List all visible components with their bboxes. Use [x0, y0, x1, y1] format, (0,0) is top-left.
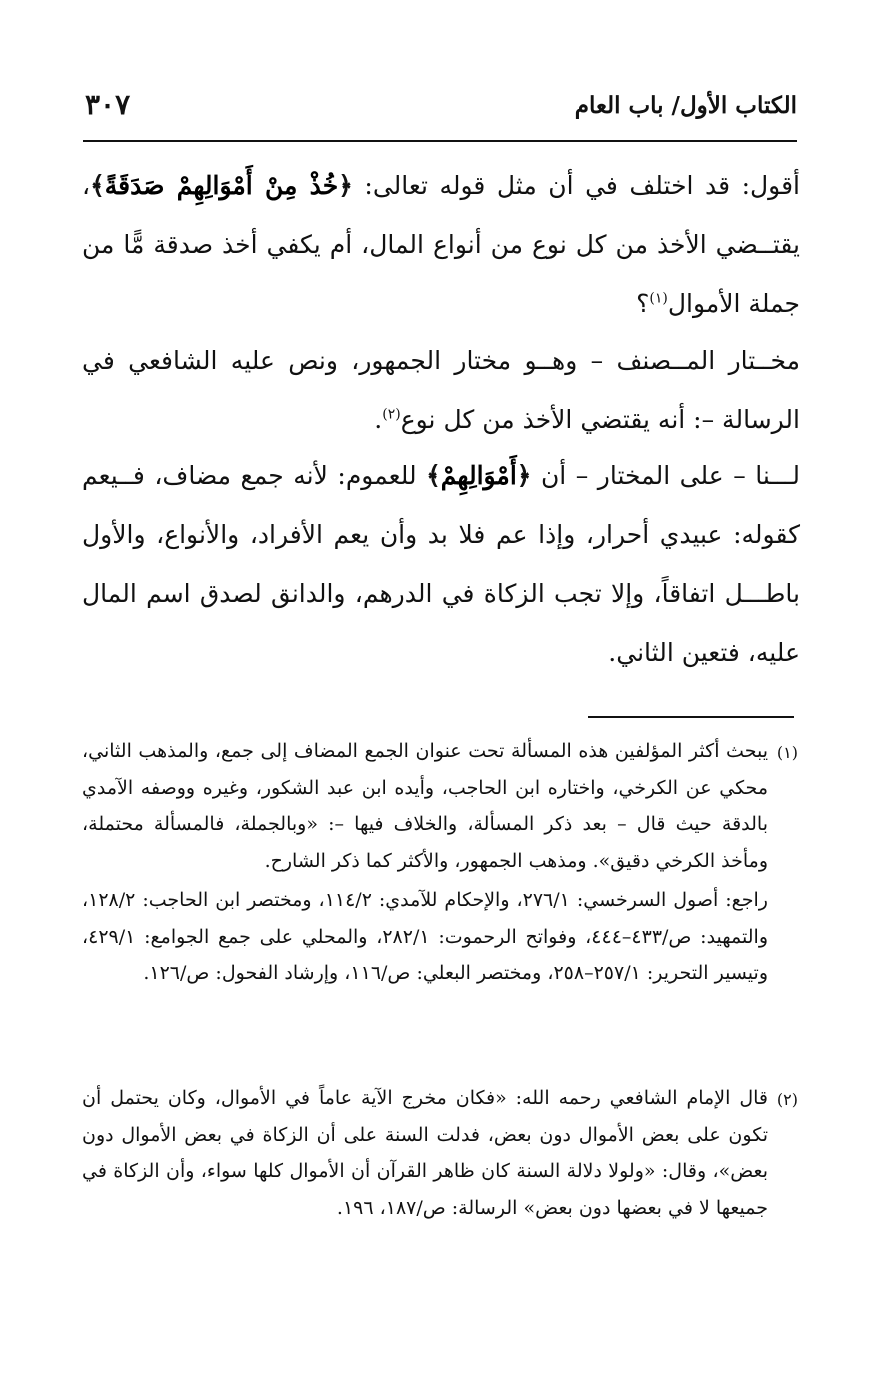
header-divider [83, 140, 797, 142]
footnote-1-text: يبحث أكثر المؤلفين هذه المسألة تحت عنوان الجمع المضاف إلى جمع، والمذهب الثاني، محكي عن الكرخي، واختاره ابن الحاجب، وأيده ابن عبد الشكور، وغيره ووصفه الآمدي بالدقة حيث قال – بعد ذكر المسألة، والخلاف فيها –: «وبالجملة، فالمسألة محتملة، ومأخذ الكرخي دقيق». ومذهب الجمهور، والأكثر كما ذكر الشارح. [82, 740, 768, 872]
footnote-2-body [82, 1080, 768, 1226]
paragraph-1-end: ؟ [636, 289, 650, 318]
quran-word: أَمْوَالِهِمْ [440, 461, 517, 490]
paragraph-1 [82, 156, 800, 333]
paragraph-3-text: للعموم: لأنه جمع مضاف، فــيعم كقوله: عبيدي أحرار، وإذا عم فلا بد وأن يعم الأفراد، والأنواع، والأول باطـــل اتفاقاً، وإلا تجب الزكاة في الدرهم، والدانق لصدق اسم المال عليه، فتعين الثاني. [82, 461, 800, 667]
quran-open-bracket: ﴿ [516, 461, 532, 490]
page-number: ٣٠٧ [85, 88, 131, 121]
quran-open-bracket: ﴿ [338, 171, 353, 200]
footnote-2 [82, 1080, 798, 1226]
footnote-ref-2: (٢) [382, 406, 401, 423]
quran-close-bracket: ﴾ [426, 461, 441, 490]
footnote-separator [588, 716, 794, 718]
paragraph-1-text: ، يقتــضي الأخذ من كل نوع من أنواع المال، أم يكفي أخذ صدقة مًّا من جملة الأموال [82, 171, 800, 318]
footnote-2-marker: (٢) [776, 1090, 798, 1109]
running-title: الكتاب الأول/ باب العام [574, 92, 797, 119]
footnote-2-text: قال الإمام الشافعي رحمه الله: «فكان مخرج الآية عاماً في الأموال، وكان يحتمل أن تكون على بعض الأموال دون بعض، فدلت السنة على أن الزكاة في بعض الأموال دون بعض»، وقال: «ولولا دلالة السنة كان ظاهر القرآن أن الأموال كلها سواء، وأن الزكاة في جميعها لا في بعضها دون بعض» الرسالة: ص/١٨٧، ١٩٦. [82, 1087, 768, 1219]
quran-verse: خُذْ مِنْ أَمْوَالِهِمْ صَدَقَةً [104, 171, 339, 200]
paragraph-2-text: مخــتار المــصنف – وهــو مختار الجمهور، ونص عليه الشافعي في الرسالة –: أنه يقتضي الأخذ من كل نوع [82, 346, 800, 434]
footnote-1-body [82, 733, 768, 992]
paragraph-2 [82, 331, 800, 449]
footnote-1-marker: (١) [776, 743, 798, 762]
footnote-1-references: راجع: أصول السرخسي: ٢٧٦/١، والإحكام للآمدي: ١١٤/٢، ومختصر ابن الحاجب: ١٢٨/٢، والتمهيد: ص/٤٣٣–٤٤٤، وفواتح الرحموت: ٢٨٢/١، والمحلي على جمع الجوامع: ٤٢٩/١، وتيسير التحرير: ٢٥٧/١–٢٥٨، ومختصر البعلي: ص/١١٦، وإرشاد الفحول: ص/١٢٦. [82, 889, 768, 984]
paragraph-3-intro: لـــنا – على المختار – أن [531, 461, 800, 490]
quran-close-bracket: ﴾ [90, 171, 105, 200]
paragraph-2-end: . [374, 405, 383, 434]
paragraph-3 [82, 446, 800, 682]
paragraph-1-intro: أقول: قد اختلف في أن مثل قوله تعالى: [352, 171, 800, 200]
page-header [85, 86, 797, 130]
footnote-ref-1: (١) [649, 290, 668, 307]
footnote-1 [82, 733, 798, 992]
